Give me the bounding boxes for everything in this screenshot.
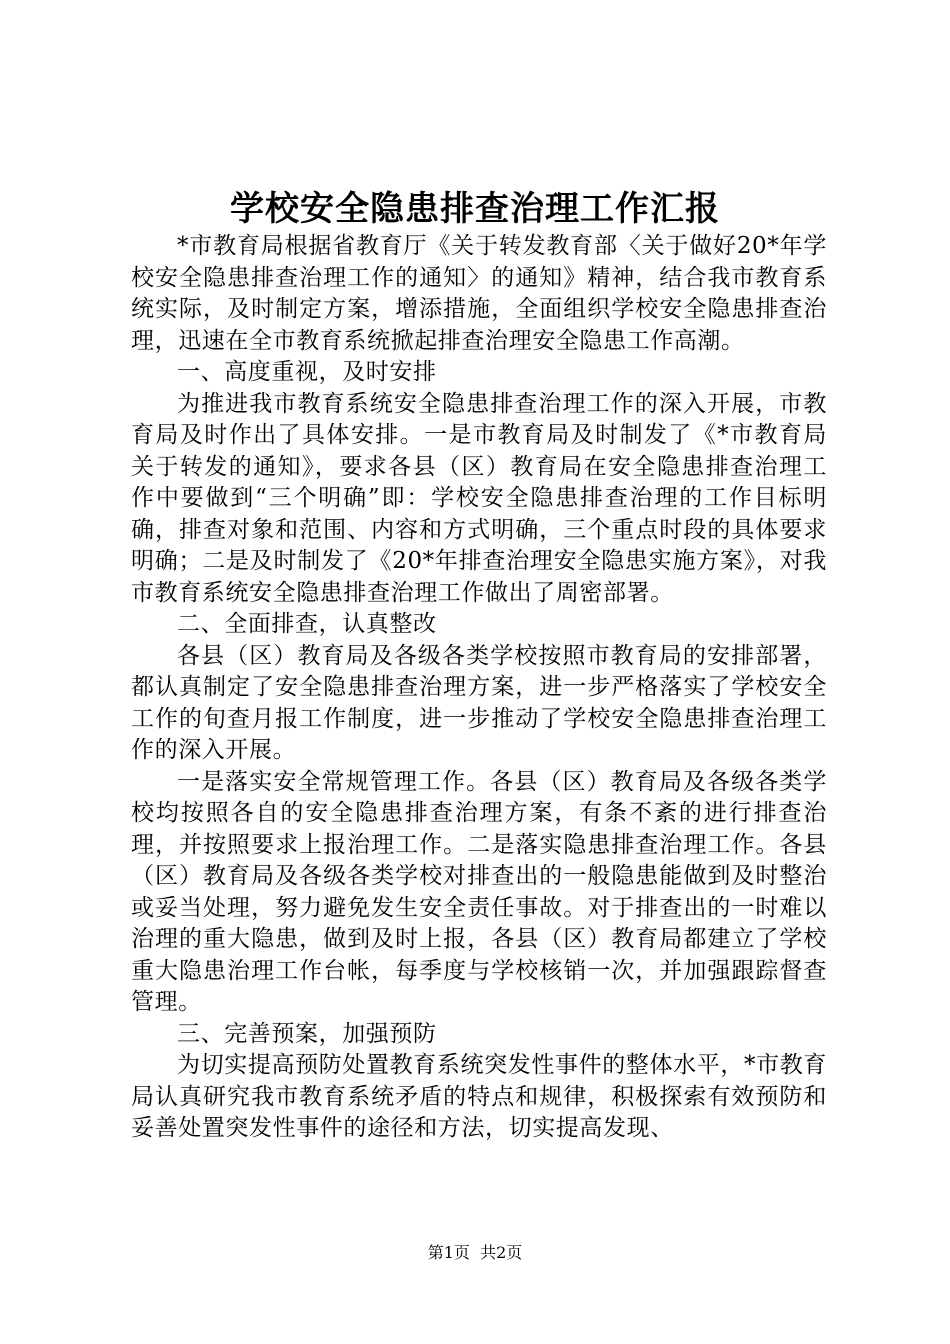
body-paragraph: 一是落实安全常规管理工作。各县（区）教育局及各级各类学校均按照各自的安全隐患排查治理方案，有条不紊的进行排查治理，并按照要求上报治理工作。二是落实隐患排查治理工作。各县（区）教育局及各级各类学校对排查出的一般隐患能做到及时整治或妥当处理，努力避免发生安全责任事故。对于排查出的一时难以治理的重大隐患，做到及时上报，各县（区）教育局都建立了学校重大隐患治理工作台帐，每季度与学校核销一次，并加强跟踪督查管理。 (131, 768, 827, 1015)
body-paragraph: 各县（区）教育局及各级各类学校按照市教育局的安排部署，都认真制定了安全隐患排查治理方案，进一步严格落实了学校安全工作的旬查月报工作制度，进一步推动了学校安全隐患排查治理工作的深入开展。 (131, 642, 827, 763)
document-title: 学校安全隐患排查治理工作汇报 (230, 189, 720, 229)
section-heading: 三、完善预案，加强预防 (177, 1020, 437, 1047)
section-heading: 一、高度重视，及时安排 (177, 359, 437, 385)
page-footer (0, 1242, 950, 1264)
document-body (131, 231, 827, 1145)
body-paragraph: *市教育局根据省教育厅《关于转发教育部〈关于做好20*年学校安全隐患排查治理工作的通知〉的通知》精神，结合我市教育系统实际，及时制定方案，增添措施，全面组织学校安全隐患排查治理，迅速在全市教育系统掀起排查治理安全隐患工作高潮。 (131, 233, 827, 354)
page-total: 共2页 (480, 1243, 523, 1262)
body-paragraph: 为切实提高预防处置教育系统突发性事件的整体水平，*市教育局认真研究我市教育系统矛盾的特点和规律，积极探索有效预防和妥善处置突发性事件的途径和方法，切实提高发现、 (131, 1052, 827, 1141)
body-paragraph: 为推进我市教育系统安全隐患排查治理工作的深入开展，市教育局及时作出了具体安排。一是市教育局及时制发了《*市教育局关于转发的通知》，要求各县（区）教育局在安全隐患排查治理工作中要做到“三个明确”即：学校安全隐患排查治理的工作目标明确，排查对象和范围、内容和方式明确，三个重点时段的具体要求明确；二是及时制发了《20*年排查治理安全隐患实施方案》，对我市教育系统安全隐患排查治理工作做出了周密部署。 (131, 390, 827, 606)
page-number: 第1页 (427, 1243, 470, 1262)
section-heading: 二、全面排查，认真整改 (177, 611, 437, 637)
